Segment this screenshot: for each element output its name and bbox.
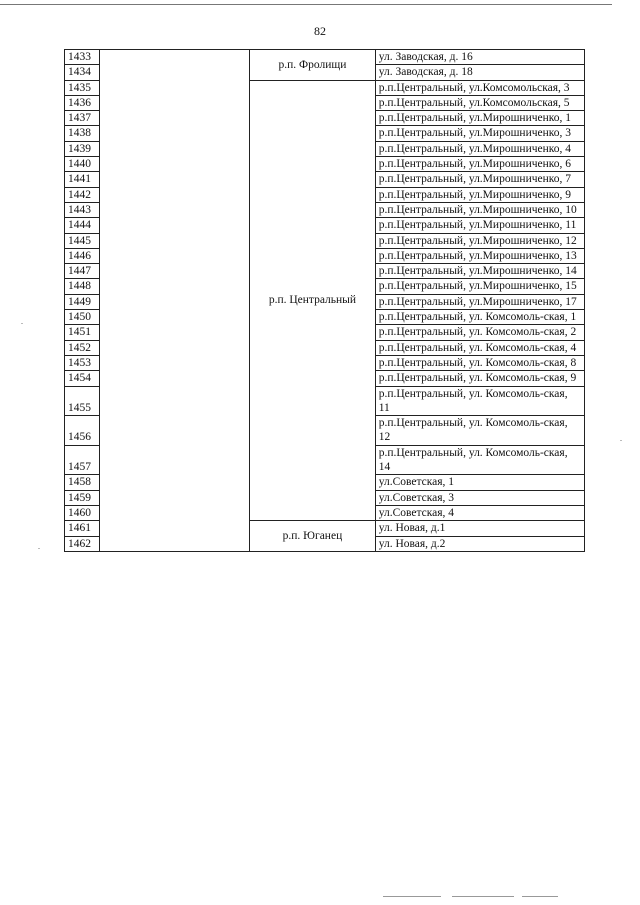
address-cell: ул. Заводская, д. 18 (375, 65, 584, 80)
row-number: 1453 (65, 355, 100, 370)
row-number: 1442 (65, 187, 100, 202)
address-cell: р.п.Центральный, ул. Комсомоль-ская, 11 (375, 386, 584, 416)
address-cell: р.п.Центральный, ул.Комсомольская, 3 (375, 80, 584, 95)
address-cell: р.п.Центральный, ул.Мирошниченко, 12 (375, 233, 584, 248)
address-register-table (64, 49, 585, 552)
address-cell: ул. Новая, д.1 (375, 521, 584, 536)
row-number: 1435 (65, 80, 100, 95)
address-cell: ул. Новая, д.2 (375, 536, 584, 551)
address-cell: р.п.Центральный, ул. Комсомоль-ская, 8 (375, 355, 584, 370)
row-number: 1437 (65, 111, 100, 126)
row-number: 1447 (65, 264, 100, 279)
address-cell: р.п.Центральный, ул.Мирошниченко, 14 (375, 264, 584, 279)
row-number: 1446 (65, 248, 100, 263)
address-cell: ул.Советская, 1 (375, 475, 584, 490)
row-number: 1445 (65, 233, 100, 248)
address-cell: р.п.Центральный, ул.Мирошниченко, 1 (375, 111, 584, 126)
row-number: 1448 (65, 279, 100, 294)
address-cell: р.п.Центральный, ул.Мирошниченко, 3 (375, 126, 584, 141)
address-cell: ул. Заводская, д. 16 (375, 50, 584, 65)
address-cell: р.п.Центральный, ул.Мирошниченко, 6 (375, 157, 584, 172)
footer-rule (522, 896, 558, 897)
top-rule (0, 4, 612, 5)
address-cell: р.п.Центральный, ул. Комсомоль-ская, 9 (375, 371, 584, 386)
row-number: 1458 (65, 475, 100, 490)
address-cell: р.п.Центральный, ул. Комсомоль-ская, 14 (375, 445, 584, 475)
row-number: 1440 (65, 157, 100, 172)
row-number: 1456 (65, 416, 100, 446)
address-cell: р.п.Центральный, ул.Мирошниченко, 10 (375, 202, 584, 217)
row-number: 1460 (65, 505, 100, 520)
margin-mark (21, 323, 23, 324)
address-cell: р.п.Центральный, ул. Комсомоль-ская, 4 (375, 340, 584, 355)
row-number: 1454 (65, 371, 100, 386)
row-number: 1444 (65, 218, 100, 233)
address-cell: р.п.Центральный, ул.Мирошниченко, 4 (375, 141, 584, 156)
address-cell: р.п.Центральный, ул.Мирошниченко, 15 (375, 279, 584, 294)
row-number: 1462 (65, 536, 100, 551)
footer-rule (383, 896, 441, 897)
row-number: 1433 (65, 50, 100, 65)
address-cell: р.п.Центральный, ул.Мирошниченко, 7 (375, 172, 584, 187)
address-cell: р.п.Центральный, ул.Мирошниченко, 11 (375, 218, 584, 233)
row-number: 1434 (65, 65, 100, 80)
row-number: 1449 (65, 294, 100, 309)
empty-column-cell (99, 50, 250, 552)
row-number: 1450 (65, 310, 100, 325)
locality-cell: р.п. Центральный (250, 80, 376, 521)
row-number: 1436 (65, 95, 100, 110)
address-cell: ул.Советская, 3 (375, 490, 584, 505)
row-number: 1459 (65, 490, 100, 505)
margin-mark (620, 440, 622, 441)
address-cell: р.п.Центральный, ул.Мирошниченко, 17 (375, 294, 584, 309)
address-cell: р.п.Центральный, ул. Комсомоль-ская, 2 (375, 325, 584, 340)
row-number: 1443 (65, 202, 100, 217)
locality-cell: р.п. Юганец (250, 521, 376, 552)
row-number: 1441 (65, 172, 100, 187)
address-cell: р.п.Центральный, ул.Мирошниченко, 9 (375, 187, 584, 202)
address-cell: р.п.Центральный, ул.Комсомольская, 5 (375, 95, 584, 110)
row-number: 1452 (65, 340, 100, 355)
locality-cell: р.п. Фролищи (250, 50, 376, 81)
address-cell: р.п.Центральный, ул.Мирошниченко, 13 (375, 248, 584, 263)
row-number: 1439 (65, 141, 100, 156)
address-cell: р.п.Центральный, ул. Комсомоль-ская, 1 (375, 310, 584, 325)
row-number: 1455 (65, 386, 100, 416)
address-cell: р.п.Центральный, ул. Комсомоль-ская, 12 (375, 416, 584, 446)
address-cell: ул.Советская, 4 (375, 505, 584, 520)
page-number: 82 (314, 24, 326, 38)
table-row (65, 50, 585, 65)
row-number: 1457 (65, 445, 100, 475)
row-number: 1451 (65, 325, 100, 340)
margin-mark (38, 548, 40, 549)
row-number: 1461 (65, 521, 100, 536)
footer-rule (452, 896, 514, 897)
row-number: 1438 (65, 126, 100, 141)
